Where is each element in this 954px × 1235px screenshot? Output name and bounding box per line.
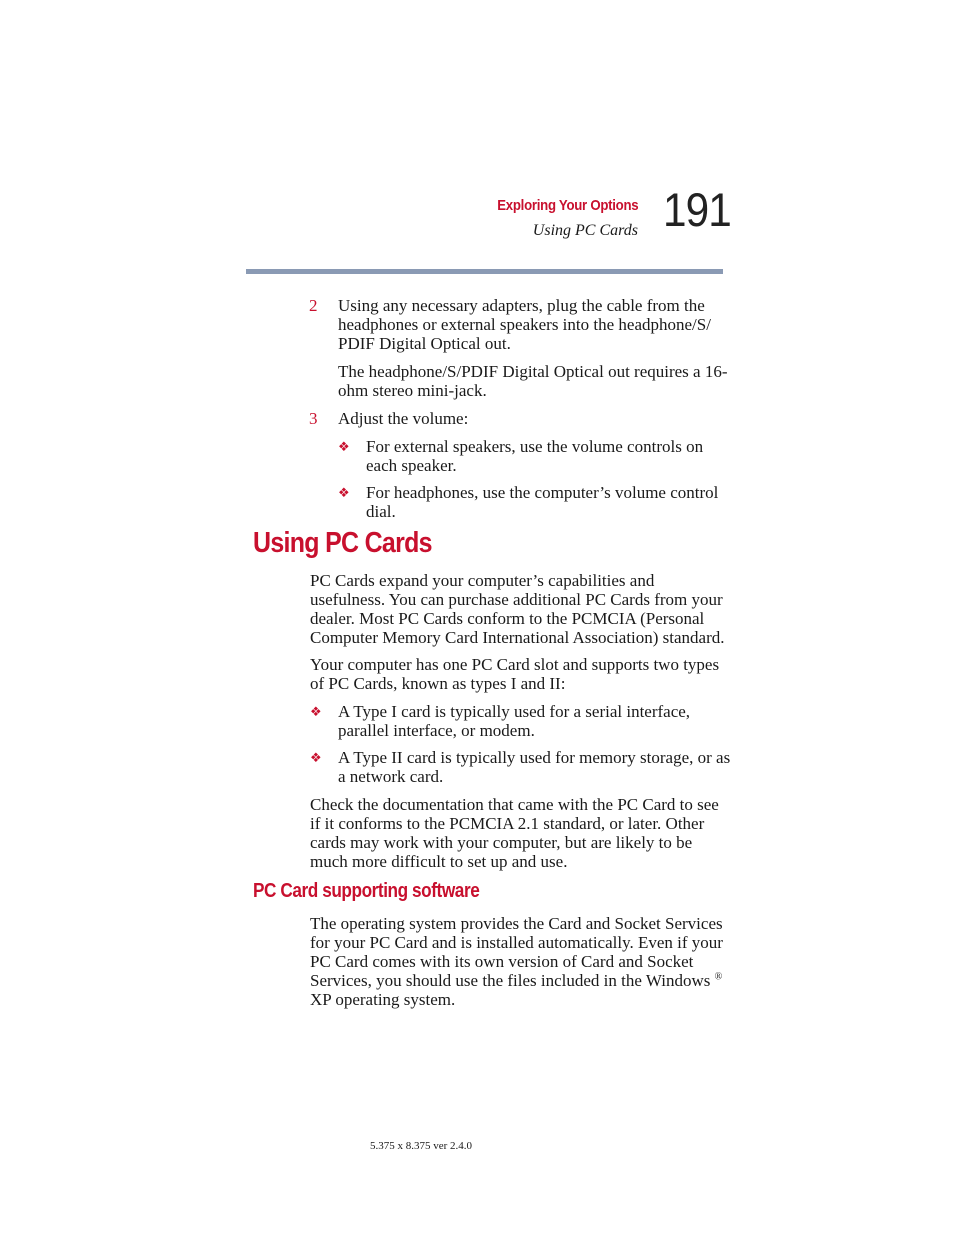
text-line: XP operating system.	[310, 990, 456, 1009]
subsection-heading: PC Card supporting software	[253, 880, 480, 902]
text-line: Adjust the volume:	[338, 409, 469, 428]
diamond-bullet-icon: ❖	[310, 704, 322, 719]
bullet-item	[338, 702, 690, 740]
step-text	[338, 409, 468, 428]
text-line: usefulness. You can purchase additional PC Cards from your	[310, 590, 723, 609]
step-text	[338, 296, 711, 353]
diamond-bullet-icon: ❖	[338, 485, 350, 500]
text-line: Computer Memory Card International Association) standard.	[310, 628, 725, 647]
text-line: For headphones, use the computer’s volume control	[366, 483, 719, 502]
page-number: 191	[663, 183, 731, 236]
text-line: A Type I card is typically used for a serial interface,	[338, 702, 691, 721]
text-line: headphones or external speakers into the headphone/S/	[338, 315, 711, 334]
footer-version: 5.375 x 8.375 ver 2.4.0	[370, 1140, 473, 1152]
text-line: PC Cards expand your computer’s capabilities and	[310, 571, 655, 590]
bullet-item	[366, 437, 703, 475]
text-line: The headphone/S/PDIF Digital Optical out requires a 16-	[338, 362, 728, 381]
step-number: 2	[309, 296, 318, 315]
text-line: PDIF Digital Optical out.	[338, 334, 511, 353]
text-line: much more difficult to set up and use.	[310, 852, 568, 871]
text-line: parallel interface, or modem.	[338, 721, 535, 740]
diamond-bullet-icon: ❖	[310, 750, 322, 765]
text-line: Your computer has one PC Card slot and supports two types	[310, 655, 720, 674]
text-line: Using any necessary adapters, plug the cable from the	[338, 296, 705, 315]
text-line	[310, 971, 723, 990]
bullet-item	[366, 483, 718, 521]
text-line: of PC Cards, known as types I and II:	[310, 674, 566, 693]
header-rule	[246, 269, 723, 274]
text-line: dial.	[366, 502, 396, 521]
paragraph	[310, 795, 719, 871]
text-line: A Type II card is typically used for memory storage, or as	[338, 748, 731, 767]
chapter-title: Exploring Your Options	[496, 197, 638, 214]
paragraph	[310, 914, 723, 1009]
text-line: ohm stereo mini-jack.	[338, 381, 487, 400]
diamond-bullet-icon: ❖	[338, 439, 350, 454]
text-line: For external speakers, use the volume controls on	[366, 437, 704, 456]
registered-mark: ®	[714, 971, 723, 983]
text-fragment: Services, you should use the files included in the Windows	[310, 971, 711, 990]
bullet-item	[338, 748, 730, 786]
text-line: a network card.	[338, 767, 444, 786]
text-line: The operating system provides the Card and Socket Services	[310, 914, 723, 933]
text-line: for your PC Card and is installed automatically. Even if your	[310, 933, 723, 952]
step-note	[338, 362, 728, 400]
text-line: Check the documentation that came with the PC Card to see	[310, 795, 719, 814]
text-line: each speaker.	[366, 456, 457, 475]
step-number: 3	[309, 409, 318, 428]
paragraph	[310, 655, 719, 693]
text-line: PC Card comes with its own version of Card and Socket	[310, 952, 694, 971]
section-title: Using PC Cards	[532, 222, 638, 239]
section-heading: Using PC Cards	[253, 527, 432, 559]
text-line: dealer. Most PC Cards conform to the PCMCIA (Personal	[310, 609, 705, 628]
text-line: if it conforms to the PCMCIA 2.1 standard, or later. Other	[310, 814, 705, 833]
paragraph	[310, 571, 725, 647]
text-line: cards may work with your computer, but are likely to be	[310, 833, 693, 852]
